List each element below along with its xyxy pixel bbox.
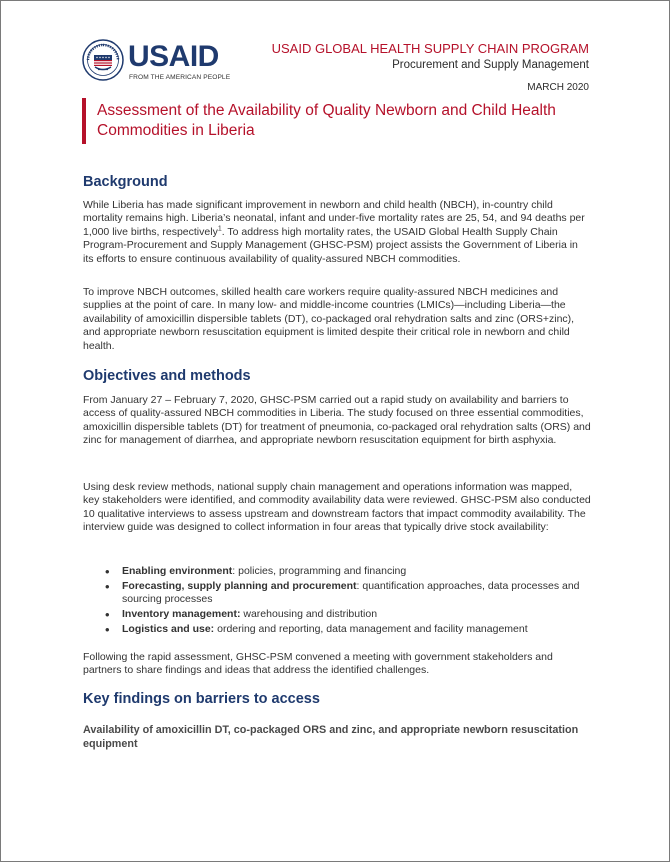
background-paragraph-1: While Liberia has made significant improvement in newborn and child health (NBCH), in-country child mortality remains high. Liberia’s neonatal, infant and under-five mortality rates are 25, 54, and 94 deaths per 1,000 live births, respectively$^1$. To address high mortality rates, the USAID Global Health Supply Chain Program-Procurement and Supply Management (GHSC-PSM) project assists the Government of Liberia in its efforts to ensure continuous availability of quality-assured NBCH commodities. [83, 199, 585, 265]
list-item: • Inventory management: warehousing and distribution [105, 608, 595, 621]
findings-subheading: Availability of amoxicillin DT, co-packaged ORS and zinc, and appropriate newborn resuscitation equipment [83, 724, 579, 750]
findings-heading: Key findings on barriers to access [83, 691, 320, 707]
objectives-paragraph-2: Using desk review methods, national supply chain management and operations information was mapped, key stakeholders were identified, and commodity availability data were reviewed. GHSC-PSM also conducted 10 qualitative interviews to assess upstream and downstream factors that impact commodity availability. The interview guide was designed to collect information in four areas that typically drive stock availability: [83, 481, 591, 534]
list-item: • Forecasting, supply planning and procurement: quantification approaches, data processes and sourcing processes [105, 580, 595, 607]
objectives-heading: Objectives and methods [83, 368, 251, 384]
background-paragraph-2: To improve NBCH outcomes, skilled health care workers require quality-assured NBCH medicines and supplies at the point of care. In many low- and middle-income countries (LMICs)—including Liberia—the availability of amoxicillin dispersible tablets (DT), co-packaged oral rehydration salts and zinc (ORS+zinc), and appropriate newborn resuscitation equipment is limited despite their critical role in newborn and child health. [83, 286, 575, 352]
document-title: Assessment of the Availability of Quality Newborn and Child Health Commodities in Liberia [97, 102, 556, 139]
logo-wordmark: USAID [128, 40, 219, 73]
usaid-logo [82, 39, 242, 89]
background-heading: Background [83, 174, 168, 190]
list-item: • Enabling environment: policies, programming and financing [105, 565, 595, 578]
publication-date: MARCH 2020 [527, 82, 589, 93]
objectives-paragraph-3: Following the rapid assessment, GHSC-PSM convened a meeting with government stakeholders and partners to share findings and ideas that address the identified challenges. [83, 651, 553, 677]
usaid-seal-icon [82, 39, 124, 81]
list-item: • Logistics and use: ordering and reporting, data management and facility management [105, 623, 595, 636]
footnote-ref[interactable]: 1 [217, 225, 222, 233]
title-accent-bar [82, 98, 86, 144]
program-subtitle: Procurement and Supply Management [392, 59, 589, 71]
objectives-paragraph-1: From January 27 – February 7, 2020, GHSC-PSM carried out a rapid study on availability and barriers to access of quality-assured NBCH commodities in Liberia. The study focused on three essential commodities, amoxicillin dispersible tablets (DT) for treatment of pneumonia, co-packaged oral rehydration salts (ORS) and zinc for management of diarrhea, and appropriate newborn resuscitation equipment for birth asphyxia. [83, 394, 591, 447]
focus-areas-list [105, 565, 595, 638]
logo-tagline: FROM THE AMERICAN PEOPLE [129, 74, 231, 81]
program-name: USAID GLOBAL HEALTH SUPPLY CHAIN PROGRAM [271, 41, 589, 56]
